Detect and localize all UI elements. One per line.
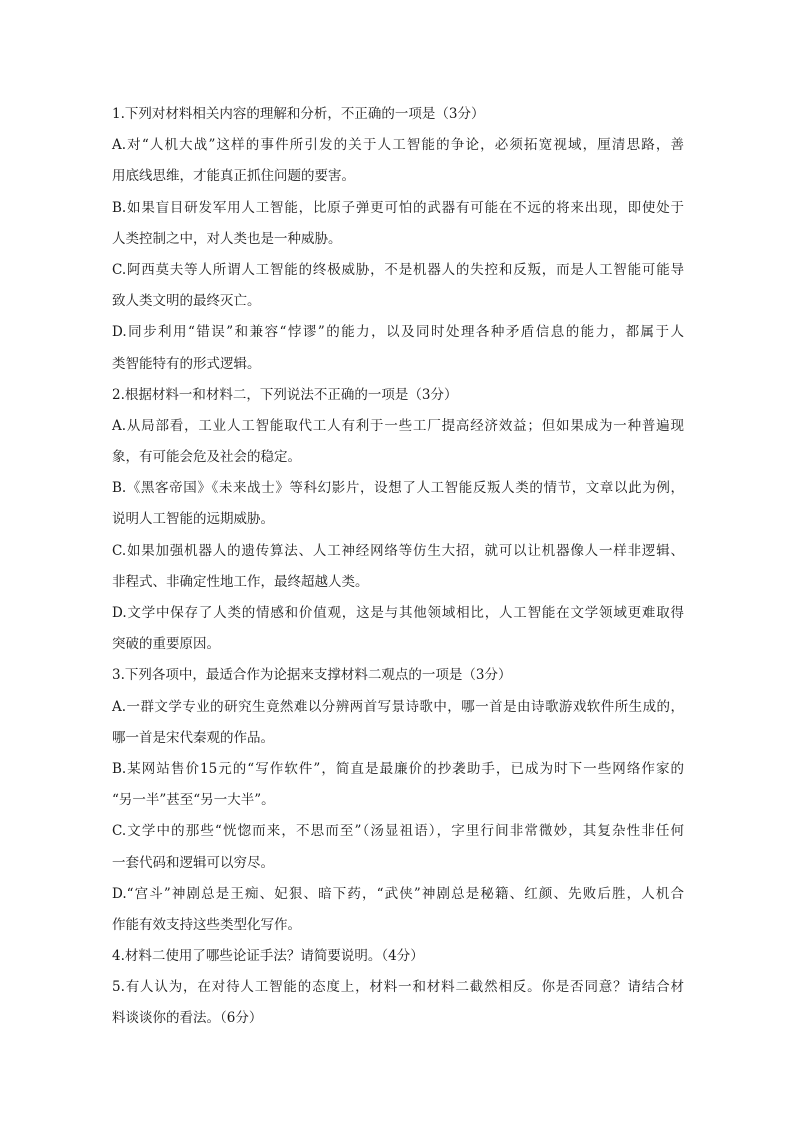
question-stem: 1.下列对材料相关内容的理解和分析，不正确的一项是（3分） xyxy=(112,106,485,122)
option-text-line: C.阿西莫夫等人所谓人工智能的终极威胁，不是机器人的失控和反叛，而是人工智能可能导 xyxy=(112,261,684,278)
option-text-line: 哪一首是宋代秦观的作品。 xyxy=(112,729,274,746)
option-text-line: 用底线思维，才能真正抓住问题的要害。 xyxy=(112,168,355,185)
option-text-line: 人类控制之中，对人类也是一种威胁。 xyxy=(112,230,342,247)
option-text-line: 一套代码和逻辑可以穷尽。 xyxy=(112,854,274,871)
option-text-line: B.如果盲目研发军用人工智能，比原子弹更可怕的武器有可能在不远的将来出现，即使处于 xyxy=(112,199,684,216)
option-c xyxy=(112,255,684,317)
option-b xyxy=(112,193,684,255)
question-1 xyxy=(112,99,684,380)
option-text-line: 说明人工智能的远期威胁。 xyxy=(112,511,274,528)
option-b xyxy=(112,754,684,816)
option-text-line: 作能有效支持这些类型化写作。 xyxy=(112,916,301,933)
option-text-line: A.从局部看，工业人工智能取代工人有利于一些工厂提高经济效益；但如果成为一种普遍现 xyxy=(112,417,684,434)
option-text-line: “另一半”甚至“另一大半”。 xyxy=(112,792,275,809)
question-stem-line: 5.有人认为，在对待人工智能的态度上，材料一和材料二截然相反。你是否同意？请结合材 xyxy=(112,979,684,996)
question-5 xyxy=(112,972,684,1034)
question-list xyxy=(112,99,684,1035)
option-text-line: D.同步利用“错误”和兼容“悖谬”的能力，以及同时处理各种矛盾信息的能力，都属于人 xyxy=(112,324,684,341)
option-text-line: A.对“人机大战”这样的事件所引发的关于人工智能的争论，必须拓宽视域，厘清思路，善 xyxy=(112,137,684,154)
option-text-line: D.文学中保存了人类的情感和价值观，这是与其他领域相比，人工智能在文学领域更难取得 xyxy=(112,605,684,621)
option-text-line: 象，有可能会危及社会的稳定。 xyxy=(112,449,301,466)
question-2 xyxy=(112,380,684,661)
question-4 xyxy=(112,941,684,972)
option-text-line: 类智能特有的形式逻辑。 xyxy=(112,355,261,372)
question-stem: 2.根据材料一和材料二，下列说法不正确的一项是（3分） xyxy=(112,386,458,403)
question-stem: 4.材料二使用了哪些论证手法？请简要说明。（4分） xyxy=(112,948,424,965)
option-text-line: B.某网站售价15元的“写作软件”，简直是最廉价的抄袭助手，已成为时下一些网络作家的 xyxy=(112,760,684,777)
question-3 xyxy=(112,660,684,941)
option-a xyxy=(112,411,684,473)
option-text-line: C.如果加强机器人的遗传算法、人工神经网络等仿生大招，就可以让机器像人一样非逻辑、 xyxy=(112,542,684,559)
option-c xyxy=(112,816,684,878)
option-a xyxy=(112,130,684,192)
option-text-line: 突破的重要原因。 xyxy=(112,636,220,653)
question-stem-line: 料谈谈你的看法。（6分） xyxy=(112,1010,263,1027)
option-d xyxy=(112,317,684,379)
option-c xyxy=(112,536,684,598)
question-stem: 3.下列各项中，最适合作为论据来支撑材料二观点的一项是（3分） xyxy=(112,667,512,684)
option-a xyxy=(112,692,684,754)
option-d xyxy=(112,598,684,660)
option-text-line: A.一群文学专业的研究生竟然难以分辨两首写景诗歌中，哪一首是由诗歌游戏软件所生成的， xyxy=(112,698,684,715)
option-text-line: D.“宫斗”神剧总是王痴、妃狠、暗下药，“武侠”神剧总是秘籍、红颜、先败后胜，人机合 xyxy=(112,885,684,902)
option-b xyxy=(112,473,684,535)
option-d xyxy=(112,879,684,941)
option-text-line: 致人类文明的最终灭亡。 xyxy=(112,293,261,310)
option-text-line: C.文学中的那些“恍惚而来，不思而至”（汤显祖语），字里行间非常微妙，其复杂性非任何 xyxy=(112,823,684,840)
option-text-line: B.《黑客帝国》《未来战士》等科幻影片，设想了人工智能反叛人类的情节，文章以此为例， xyxy=(112,480,684,497)
option-text-line: 非程式、非确定性地工作，最终超越人类。 xyxy=(112,573,369,590)
